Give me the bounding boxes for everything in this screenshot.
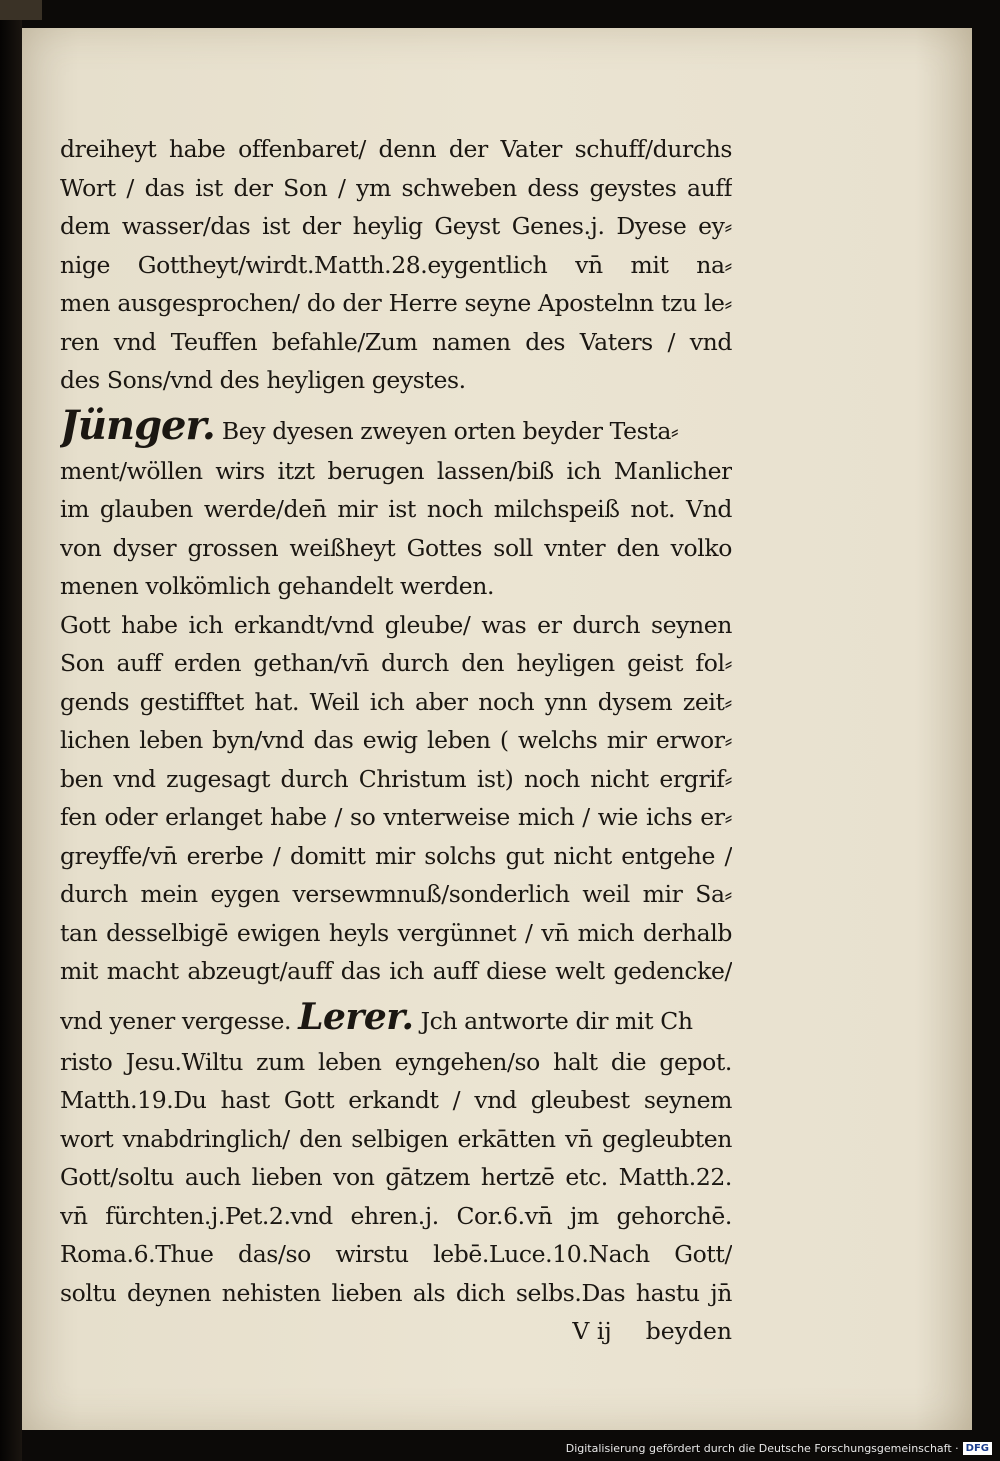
text-line: dem wasser/das ist der heylig Geyst Genes.j. Dyese ey⸗ <box>60 212 732 240</box>
text-line: Son auff erden gethan/vn̄ durch den heyligen geist fol⸗ <box>60 649 732 677</box>
text-line: Wort / das ist der Son / ym schweben dess geystes auff <box>60 173 732 202</box>
text-line: Gott/soltu auch lieben von gātzem hertzē etc. Matth.22. <box>60 1163 732 1191</box>
text-line: wort vnabdringlich/ den selbigen erkātten vn̄ gegleubten <box>60 1124 732 1153</box>
text-line: Roma.6.Thue das/so wirstu lebē.Luce.10.Nach Gott/ <box>60 1240 732 1268</box>
text-line: greyffe/vn̄ ererbe / domitt mir solchs gut nicht entgehe / <box>60 841 732 870</box>
speaker-line-lerer <box>60 991 732 1043</box>
catchword-line <box>60 1312 732 1351</box>
speaker-lerer-prefix: vnd yener vergesse. <box>60 1006 292 1035</box>
page-text-block <box>60 130 732 1351</box>
text-line: menen volkömlich gehandelt werden. <box>60 572 495 600</box>
text-line: im glauben werde/den̄ mir ist noch milchspeiß not. Vnd <box>60 495 732 523</box>
dfg-logo: DFG <box>963 1442 992 1455</box>
text-line: des Sons/vnd des heyligen geystes. <box>60 366 466 394</box>
footer-credit: Digitalisierung gefördert durch die Deutsche Forschungsgemeinschaft · <box>565 1442 959 1455</box>
speaker-heading-junger: Jünger. <box>60 401 215 449</box>
scan-dark-edge <box>0 0 22 1461</box>
text-line: ment/wöllen wirs itzt berugen lassen/biß ich Manlicher <box>60 456 732 485</box>
digitization-footer <box>566 1442 992 1455</box>
text-line: lichen leben byn/vnd das ewig leben ( welchs mir erwor⸗ <box>60 726 732 754</box>
speaker-junger-text: Bey dyesen zweyen orten beyder Testa⸗ <box>221 416 679 445</box>
text-line: risto Jesu.Wiltu zum leben eyngehen/so halt die gepot. <box>60 1047 732 1076</box>
text-line: durch mein eygen versewmnuß/sonderlich weil mir Sa⸗ <box>60 880 732 908</box>
text-line: Matth.19.Du hast Gott erkandt / vnd gleubest seynem <box>60 1086 732 1114</box>
text-line: Gott habe ich erkandt/vnd gleube/ was er durch seynen <box>60 610 732 639</box>
text-line: dreiheyt habe offenbaret/ denn der Vater schuff/durchs <box>60 135 732 163</box>
scan-corner-mark <box>0 0 42 20</box>
text-line: men ausgesprochen/ do der Herre seyne Apostelnn tzu le⸗ <box>60 289 732 317</box>
text-line: tan desselbigē ewigen heyls vergünnet / vn̄ mich derhalb <box>60 918 732 947</box>
speaker-heading-lerer: Lerer. <box>298 995 414 1038</box>
catchword: beyden <box>645 1317 732 1345</box>
text-line: nige Gottheyt/wirdt.Matth.28.eygentlich vn̄ mit na⸗ <box>60 250 732 279</box>
text-line: fen oder erlanget habe / so vnterweise mich / wie ichs er⸗ <box>60 803 732 831</box>
text-line: ben vnd zugesagt durch Christum ist) noch nicht ergrif⸗ <box>60 764 732 793</box>
text-line: ren vnd Teuffen befahle/Zum namen des Vaters / vnd <box>60 327 732 356</box>
text-line: vn̄ fürchten.j.Pet.2.vnd ehren.j. Cor.6.vn̄ jm gehorchē. <box>60 1201 732 1230</box>
text-line: soltu deynen nehisten lieben als dich selbs.Das hastu jn̄ <box>60 1278 732 1307</box>
text-line: von dyser grossen weißheyt Gottes soll vnter den volko <box>60 533 732 562</box>
speaker-line-junger <box>60 400 732 452</box>
speaker-lerer-text: Jch antworte dir mit Ch <box>420 1006 693 1035</box>
text-line: mit macht abzeugt/auff das ich auff diese welt gedencke/ <box>60 957 732 985</box>
signature-mark: V ij <box>572 1317 612 1345</box>
text-line: gends gestifftet hat. Weil ich aber noch ynn dysem zeit⸗ <box>60 687 732 716</box>
